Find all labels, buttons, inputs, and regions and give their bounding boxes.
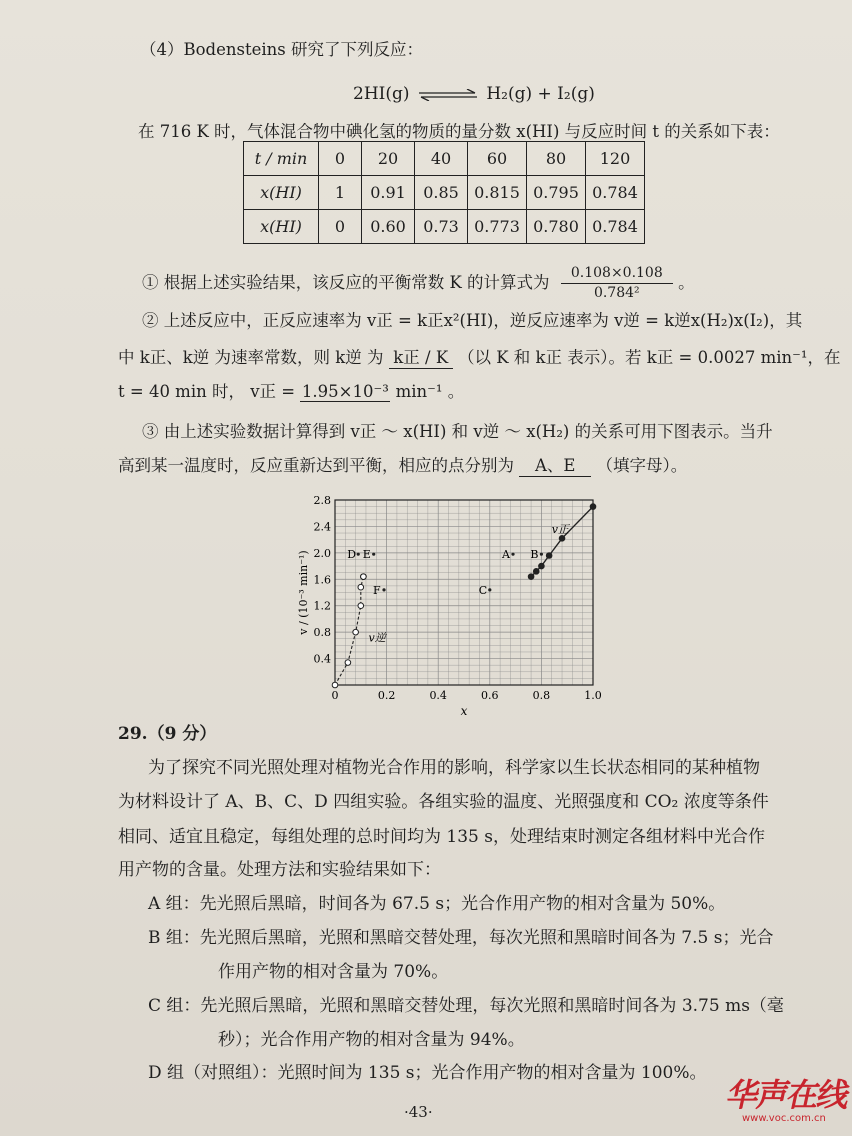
- x-tick-label: 0.8: [532, 689, 551, 702]
- problem-4-intro: （4）Bodensteins 研究了下列反应：: [140, 40, 423, 59]
- problem-4-condition: 在 716 K 时，气体混合物中碘化氢的物质的量分数 x(HI) 与反应时间 t 的关系如下表：: [138, 122, 780, 141]
- data-point: [361, 574, 367, 580]
- y-tick-label: 1.2: [313, 599, 331, 613]
- reaction-equation: [353, 84, 595, 104]
- question-2-text-b: （以 K 和 k正 表示）。若 k正 = 0.0027 min⁻¹，在: [457, 348, 841, 367]
- table-row: [244, 210, 645, 244]
- question-1: [142, 264, 695, 303]
- labeled-point: [488, 588, 491, 591]
- group-a-text: A 组：先光照后黑暗，时间各为 67.5 s；光合作用产物的相对含量为 50%。: [148, 894, 726, 914]
- data-point: [546, 553, 552, 559]
- question-3-text-a: 高到某一温度时，反应重新达到平衡，相应的点分别为: [118, 456, 514, 475]
- question-29-para-2: 为材料设计了 A、B、C、D 四组实验。各组实验的温度、光照强度和 CO₂ 浓度等条件: [118, 792, 769, 812]
- data-point: [533, 569, 539, 575]
- table-row-label: x(HI): [244, 210, 319, 244]
- point-label: F: [373, 583, 381, 597]
- x-tick-label: 1.0: [584, 689, 602, 702]
- table-cell: 0.795: [527, 176, 586, 210]
- data-point: [345, 660, 351, 666]
- point-label: D: [347, 548, 357, 562]
- table-row-label: x(HI): [244, 176, 319, 210]
- table-cell: 0.85: [415, 176, 468, 210]
- question-2-line-3: [118, 378, 464, 402]
- question-3-line-1: ③ 由上述实验数据计算得到 v正 ～ x(HI) 和 v逆 ～ x(H₂) 的关系可用下图表示。当升: [142, 422, 773, 441]
- question-3-answer: A、E: [519, 452, 591, 477]
- x-tick-label: 0.2: [377, 689, 396, 702]
- question-2-text-a: 中 k正、k逆 为速率常数，则 k逆 为: [118, 348, 384, 367]
- group-b-text-1: B 组：先光照后黑暗，光照和黑暗交替处理，每次光照和黑暗时间各为 7.5 s；光合: [148, 928, 774, 948]
- series-label: v正: [551, 523, 569, 537]
- y-tick-label: 2.8: [313, 494, 331, 507]
- group-c-text-2: 秒）；光合作用产物的相对含量为 94%。: [218, 1030, 525, 1050]
- table-cell: 0: [319, 210, 362, 244]
- question-29-para-4: 用产物的含量。处理方法和实验结果如下：: [118, 860, 441, 880]
- question-2-answer-2: 1.95×10⁻³: [301, 382, 389, 401]
- labeled-point: [357, 553, 360, 556]
- question-2-answer-1: k正 / K: [389, 344, 453, 369]
- table-cell: 0.815: [468, 176, 527, 210]
- table-cell: 0.60: [362, 210, 415, 244]
- labeled-point: [511, 553, 514, 556]
- table-cell: 0.784: [586, 210, 645, 244]
- x-tick-label: 0.4: [429, 689, 447, 702]
- question-1-text: ① 根据上述实验结果，该反应的平衡常数 K 的计算式为: [142, 273, 550, 292]
- answer-denominator: 0.784²: [561, 283, 673, 303]
- labeled-point: [540, 553, 543, 556]
- question-3-text-b: （填字母）。: [596, 456, 688, 475]
- question-2-text-d: min⁻¹ 。: [395, 382, 465, 401]
- table-cell: 0: [319, 142, 362, 176]
- answer-numerator: 0.108×0.108: [570, 265, 663, 281]
- y-tick-label: 2.0: [313, 546, 331, 560]
- x-axis-label: x: [460, 704, 468, 718]
- series-label: v逆: [368, 631, 386, 645]
- question-2-line-1: ② 上述反应中，正反应速率为 v正 = k正x²(HI)，逆反应速率为 v逆 = k逆x(H₂)x(I₂)，其: [142, 311, 803, 330]
- point-label: E: [362, 548, 371, 562]
- table-cell: 1: [319, 176, 362, 210]
- table-header-row: [244, 142, 645, 176]
- data-point: [539, 563, 545, 569]
- question-2-text-c: t = 40 min 时， v正 =: [118, 382, 296, 401]
- data-point: [590, 504, 596, 510]
- table-cell: 0.780: [527, 210, 586, 244]
- point-label: C: [478, 583, 488, 597]
- x-tick-label: 0.6: [481, 689, 499, 702]
- table-cell: 0.784: [586, 176, 645, 210]
- data-point: [353, 629, 359, 635]
- table-cell: 0.91: [362, 176, 415, 210]
- table-cell: 20: [362, 142, 415, 176]
- table-row: [244, 176, 645, 210]
- y-tick-label: 1.6: [313, 573, 331, 587]
- group-c-text-1: C 组：先光照后黑暗，光照和黑暗交替处理，每次光照和黑暗时间各为 3.75 ms（毫: [148, 996, 784, 1016]
- page-number: ·43·: [404, 1103, 433, 1121]
- rate-vs-fraction-chart: [295, 488, 625, 723]
- question-3-line-2: [118, 452, 687, 477]
- group-b-text-2: 作用产物的相对含量为 70%。: [218, 962, 449, 982]
- table-cell: 120: [586, 142, 645, 176]
- labeled-point: [382, 588, 385, 591]
- question-29-para-3: 相同、适宜且稳定，每组处理的总时间均为 135 s，处理结束时测定各组材料中光合作: [118, 827, 765, 847]
- table-cell: 60: [468, 142, 527, 176]
- point-label: B: [530, 548, 539, 562]
- table-cell: 0.73: [415, 210, 468, 244]
- question-2-line-2: [118, 344, 840, 369]
- y-tick-label: 0.8: [313, 626, 331, 640]
- group-d-text: D 组（对照组）：光照时间为 135 s；光合作用产物的相对含量为 100%。: [148, 1063, 707, 1083]
- x-tick-label: 0: [331, 689, 339, 702]
- site-logo: 华声在线: [723, 1076, 852, 1114]
- y-tick-label: 0.4: [313, 652, 331, 666]
- y-axis-label: v / (10⁻³ min⁻¹): [297, 550, 310, 635]
- data-point: [559, 536, 565, 542]
- table-cell: 80: [527, 142, 586, 176]
- data-table: [243, 141, 645, 244]
- y-tick-label: 2.4: [313, 520, 331, 534]
- question-29-para-1: 为了探究不同光照处理对植物光合作用的影响，科学家以生长状态相同的某种植物: [148, 758, 760, 778]
- labeled-point: [372, 553, 375, 556]
- point-label: A: [502, 548, 510, 562]
- table-cell: 0.773: [468, 210, 527, 244]
- reaction-left: 2HI(g): [353, 84, 410, 104]
- site-logo-url: www.voc.com.cn: [742, 1113, 826, 1124]
- question-1-answer: [561, 264, 673, 303]
- equilibrium-arrow-icon: [417, 89, 479, 101]
- data-point: [358, 603, 364, 609]
- series-line: [335, 577, 363, 685]
- question-29-title: 29.（9 分）: [118, 724, 217, 744]
- data-point: [332, 682, 338, 688]
- table-header-label: t / min: [244, 142, 319, 176]
- data-point: [528, 574, 534, 580]
- data-point: [358, 584, 364, 590]
- question-1-end: 。: [678, 273, 695, 292]
- reaction-right: H₂(g) + I₂(g): [486, 84, 595, 104]
- table-cell: 40: [415, 142, 468, 176]
